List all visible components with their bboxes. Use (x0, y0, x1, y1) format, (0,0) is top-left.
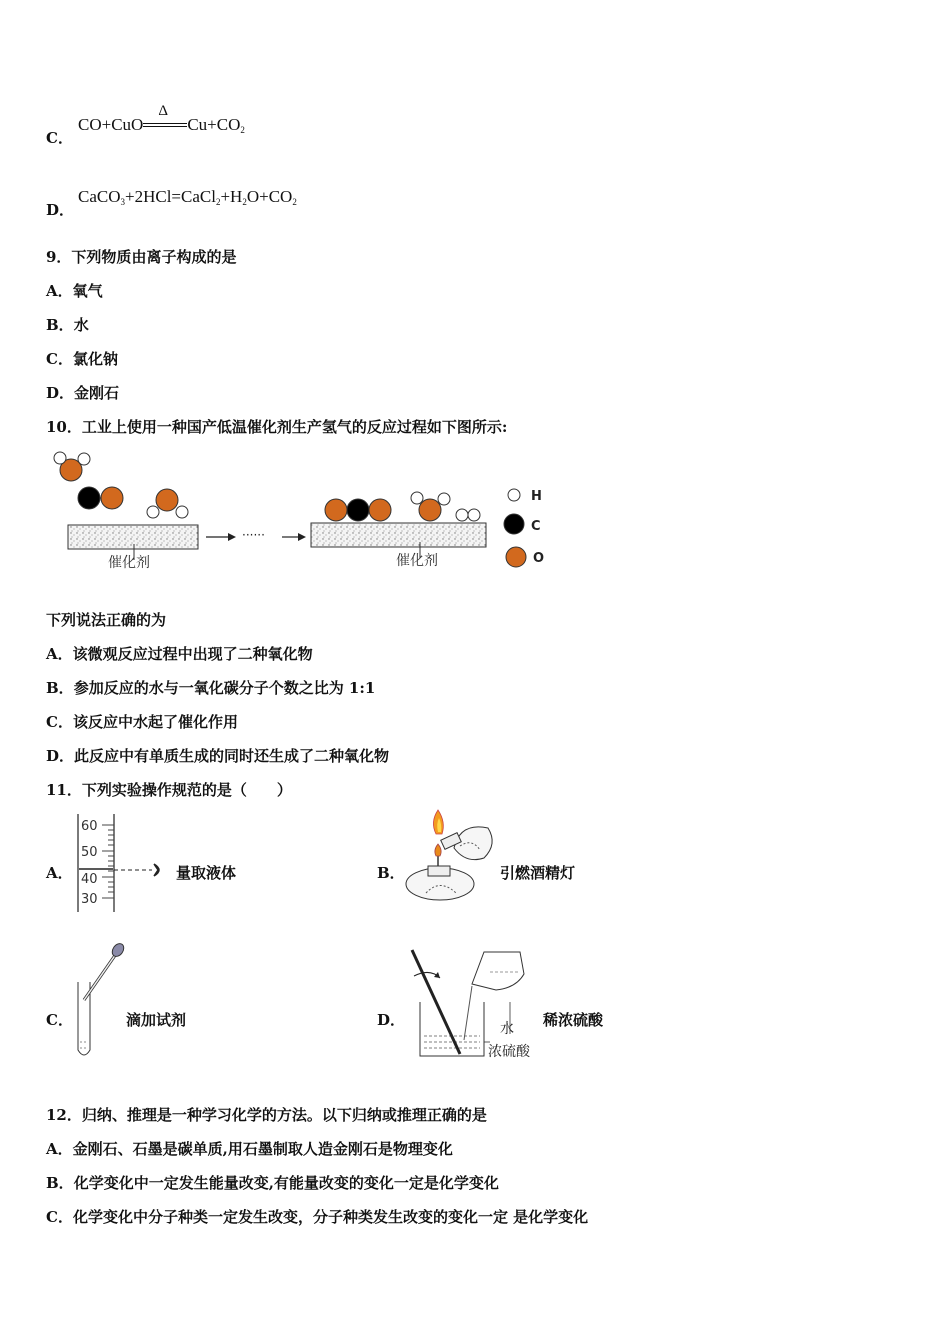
equation-reactants: CO+CuO (78, 115, 144, 134)
q12-option-b: B．化学变化中一定发生能量改变,有能量改变的变化一定是化学变化 (46, 1174, 499, 1192)
q12-option-c: C．化学变化中分子种类一定发生改变，分子种类发生改变的变化一定 是化学变化 (46, 1208, 589, 1226)
q9-option-c: C．氯化钠 (46, 350, 118, 368)
catalyst-label-1: 催化剂 (108, 555, 150, 571)
scale-40: 40 (81, 872, 98, 887)
legend-o-swatch (506, 547, 526, 567)
catalyst-surface-1 (68, 525, 198, 549)
legend-h-label: H (531, 489, 542, 504)
catalyst-label-2: 催化剂 (396, 553, 438, 569)
q11-option-a-letter: A． (46, 864, 73, 882)
water-molecule-2 (411, 492, 450, 521)
q11-option-b-label: 引燃酒精灯 (500, 864, 576, 882)
q11-stem: 11．下列实验操作规范的是（ ） (46, 781, 292, 799)
dilute-acid-figure (400, 944, 548, 1062)
tilted-lamp-icon (441, 827, 492, 860)
co-molecule-1 (78, 487, 123, 509)
water-label: 水 (500, 1021, 514, 1037)
q9-option-a: A．氧气 (46, 282, 103, 300)
q11-option-c-letter: C． (46, 1011, 73, 1029)
atom-legend (504, 489, 544, 567)
legend-h-swatch (508, 489, 520, 501)
graduated-cylinder-figure (72, 812, 172, 914)
q8-option-d-letter: D． (46, 201, 75, 219)
q8-option-c-letter: C． (46, 129, 73, 147)
q11-option-d-letter: D． (377, 1011, 406, 1029)
q11-option-b-letter: B． (377, 864, 405, 882)
legend-o-label: O (533, 551, 545, 566)
q9-option-b: B．水 (46, 316, 89, 334)
q10-option-a: A．该微观反应过程中出现了二种氧化物 (46, 645, 313, 663)
dropper-bulb-icon (110, 942, 126, 959)
scale-50: 50 (81, 845, 98, 860)
acid-label: 浓硫酸 (488, 1044, 530, 1060)
q9-option-d: D．金刚石 (46, 384, 120, 402)
q8-option-c-equation: CO+CuO Δ $Cu+CO_2$ (78, 103, 245, 135)
q8-option-d-equation: $CaCO_3+2HCl=CaCl_2+H_2O+CO_2$ (78, 187, 297, 207)
legend-c-label: C (531, 519, 541, 534)
q11-option-a-label: 量取液体 (176, 864, 237, 882)
h2-molecule (456, 509, 480, 521)
equation-products: Cu+CO (187, 115, 241, 134)
scale-60: 60 (81, 819, 98, 834)
scale-30: 30 (81, 892, 98, 907)
q10-option-b: B．参加反应的水与一氧化碳分子个数之比为 1:1 (46, 679, 376, 697)
q10-reaction-figure (46, 448, 566, 578)
catalyst-surface-2 (311, 523, 486, 547)
eye-icon (154, 864, 159, 876)
alcohol-lamp-lighting-figure (400, 808, 500, 914)
q11-option-d-label: 稀浓硫酸 (543, 1011, 604, 1029)
q9-stem: 9．下列物质由离子构成的是 (46, 248, 237, 266)
q12-stem: 12．归纳、推理是一种学习化学的方法。以下归纳或推理正确的是 (46, 1106, 487, 1124)
q10-prompt: 下列说法正确的为 (46, 611, 167, 629)
heat-condition-sign: Δ (143, 117, 187, 135)
process-dots: ······ (242, 528, 265, 542)
q10-option-c: C．该反应中水起了催化作用 (46, 713, 238, 731)
pouring-beaker-icon (472, 952, 524, 990)
q10-stem: 10．工业上使用一种国产低温催化剂生产氢气的反应过程如下图所示: (46, 418, 508, 436)
water-molecule-1 (54, 452, 90, 481)
co2-molecule (325, 499, 391, 521)
dropper-test-tube-figure (70, 942, 130, 1064)
q12-option-a: A．金刚石、石墨是碳单质,用石墨制取人造金刚石是物理变化 (46, 1140, 453, 1158)
legend-c-swatch (504, 514, 524, 534)
q10-option-d: D．此反应中有单质生成的同时还生成了二种氧化物 (46, 747, 390, 765)
oh-fragment-1 (147, 489, 188, 518)
q11-option-c-label: 滴加试剂 (126, 1011, 187, 1029)
